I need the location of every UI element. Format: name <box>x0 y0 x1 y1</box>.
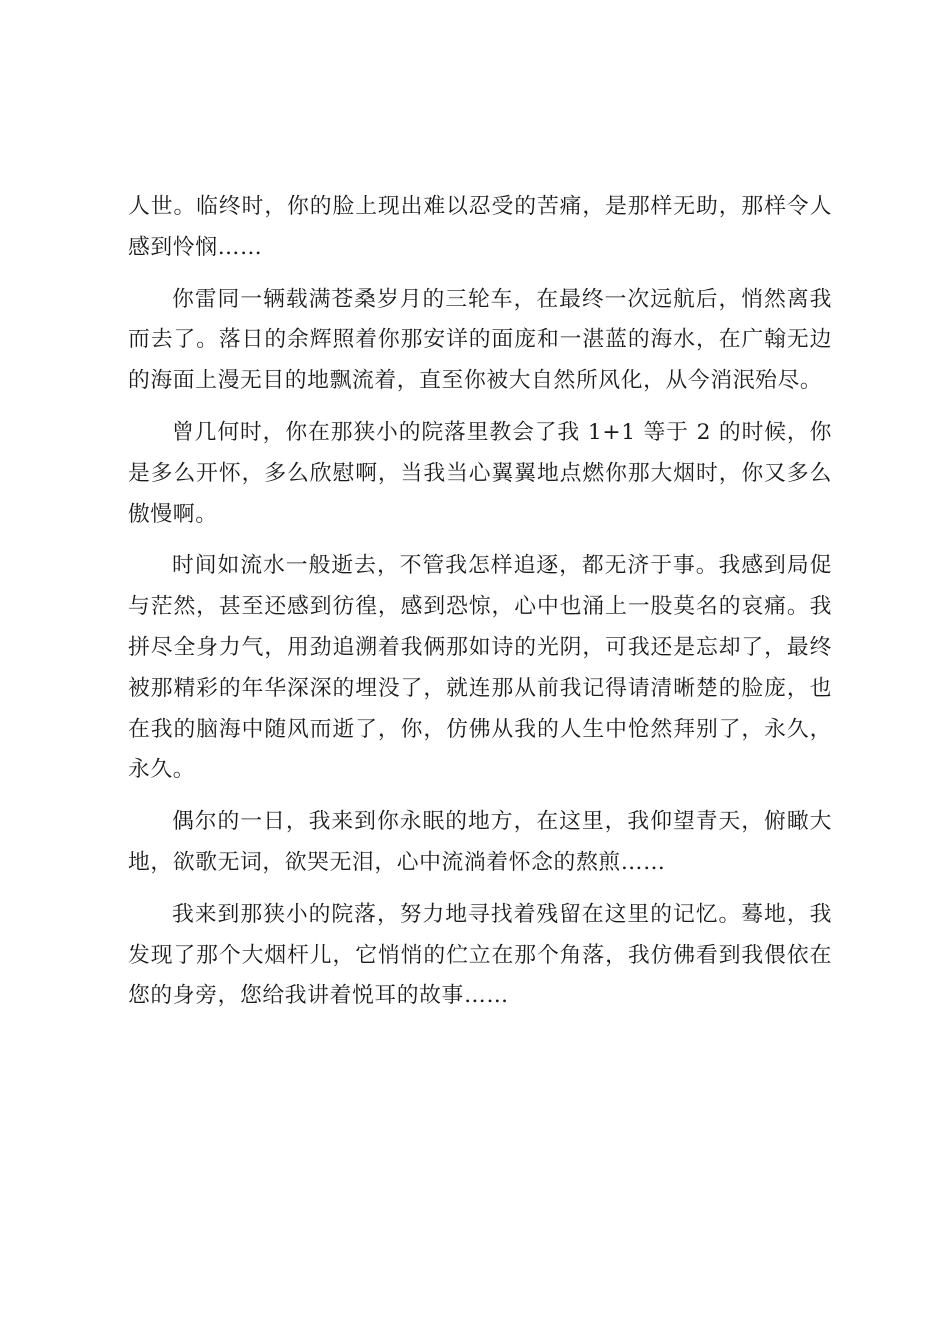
paragraph: 人世。临终时，你的脸上现出难以忍受的苦痛，是那样无助，那样令人感到怜悯…… <box>128 194 832 260</box>
paragraph: 时间如流水一般逝去，不管我怎样追逐，都无济于事。我感到局促与茫然，甚至还感到彷徨，感到恐惊，心中也涌上一股莫名的哀痛。我拼尽全身力气，用劲追溯着我俩那如诗的光阴，可我还是忘却了，最终被那精彩的年华深深的埋没了，就连那从前我记得请清晰楚的脸庞，也在我的脑海中随风而逝了，你，仿佛从我的人生中怆然拜别了，永久，永久。 <box>128 553 832 783</box>
paragraph: 曾几何时，你在那狭小的院落里教会了我 1+1 等于 2 的时候，你是多么开怀，多么欣慰啊，当我当心翼翼地点燃你那大烟时，你又多么傲慢啊。 <box>128 419 832 527</box>
paragraph: 你雷同一辆载满苍桑岁月的三轮车，在最终一次远航后，悄然离我而去了。落日的余辉照着你那安详的面庞和一湛蓝的海水，在广翰无边的海面上漫无目的地飘流着，直至你被大自然所风化，从今消泯殆尽。 <box>128 286 832 394</box>
document-body <box>128 187 832 1028</box>
paragraph: 偶尔的一日，我来到你永眠的地方，在这里，我仰望青天，俯瞰大地，欲歌无词，欲哭无泪，心中流淌着怀念的熬煎…… <box>128 809 832 875</box>
paragraph: 我来到那狭小的院落，努力地寻找着残留在这里的记忆。蓦地，我发现了那个大烟杆儿，它悄悄的伫立在那个角落，我仿佛看到我偎依在您的身旁，您给我讲着悦耳的故事…… <box>128 901 832 1009</box>
